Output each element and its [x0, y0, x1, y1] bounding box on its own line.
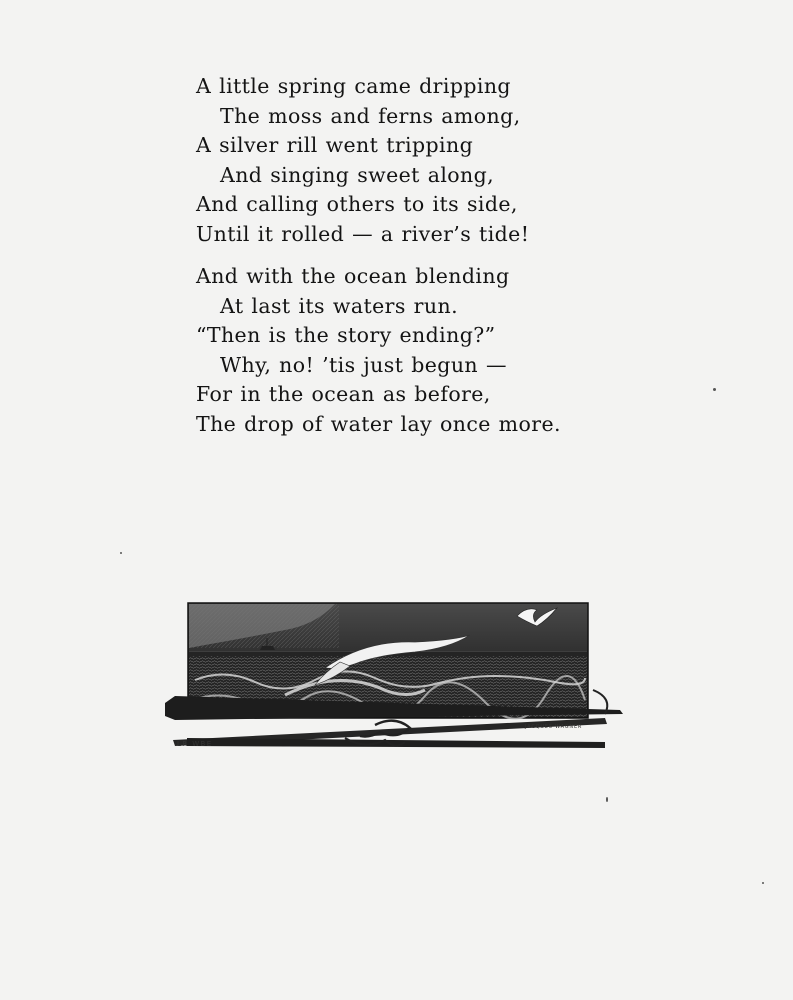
- poem-line: And singing sweet along,: [220, 162, 495, 187]
- svg-text:JACQUES WAGNER: JACQUES WAGNER: [525, 724, 583, 730]
- poem-line: The moss and ferns among,: [220, 103, 521, 128]
- paper-speck: [762, 882, 764, 884]
- poem-line: The drop of water lay once more.: [196, 411, 561, 436]
- poem-line: And with the ocean blending: [196, 264, 510, 288]
- poem-line: Until it rolled — a river’s tide!: [196, 221, 530, 246]
- poem-line: Why, no! ’tis just begun —: [220, 352, 507, 377]
- poem-line: And calling others to its side,: [196, 192, 518, 216]
- svg-text:LR WBE: LR WBE: [177, 740, 213, 748]
- paper-speck: [713, 388, 716, 391]
- seascape-engraving: [165, 600, 625, 760]
- poem-line: For in the ocean as before,: [196, 382, 491, 406]
- poem: [196, 72, 576, 439]
- poem-line: A little spring came dripping: [196, 74, 511, 98]
- poem-line: “Then is the story ending?”: [196, 323, 496, 347]
- poem-line: At last its waters run.: [220, 293, 458, 318]
- paper-speck: [120, 552, 122, 554]
- paper-speck: [606, 797, 608, 802]
- stanza-1: [196, 72, 576, 249]
- stanza-2: [196, 262, 576, 439]
- poem-line: A silver rill went tripping: [196, 133, 474, 157]
